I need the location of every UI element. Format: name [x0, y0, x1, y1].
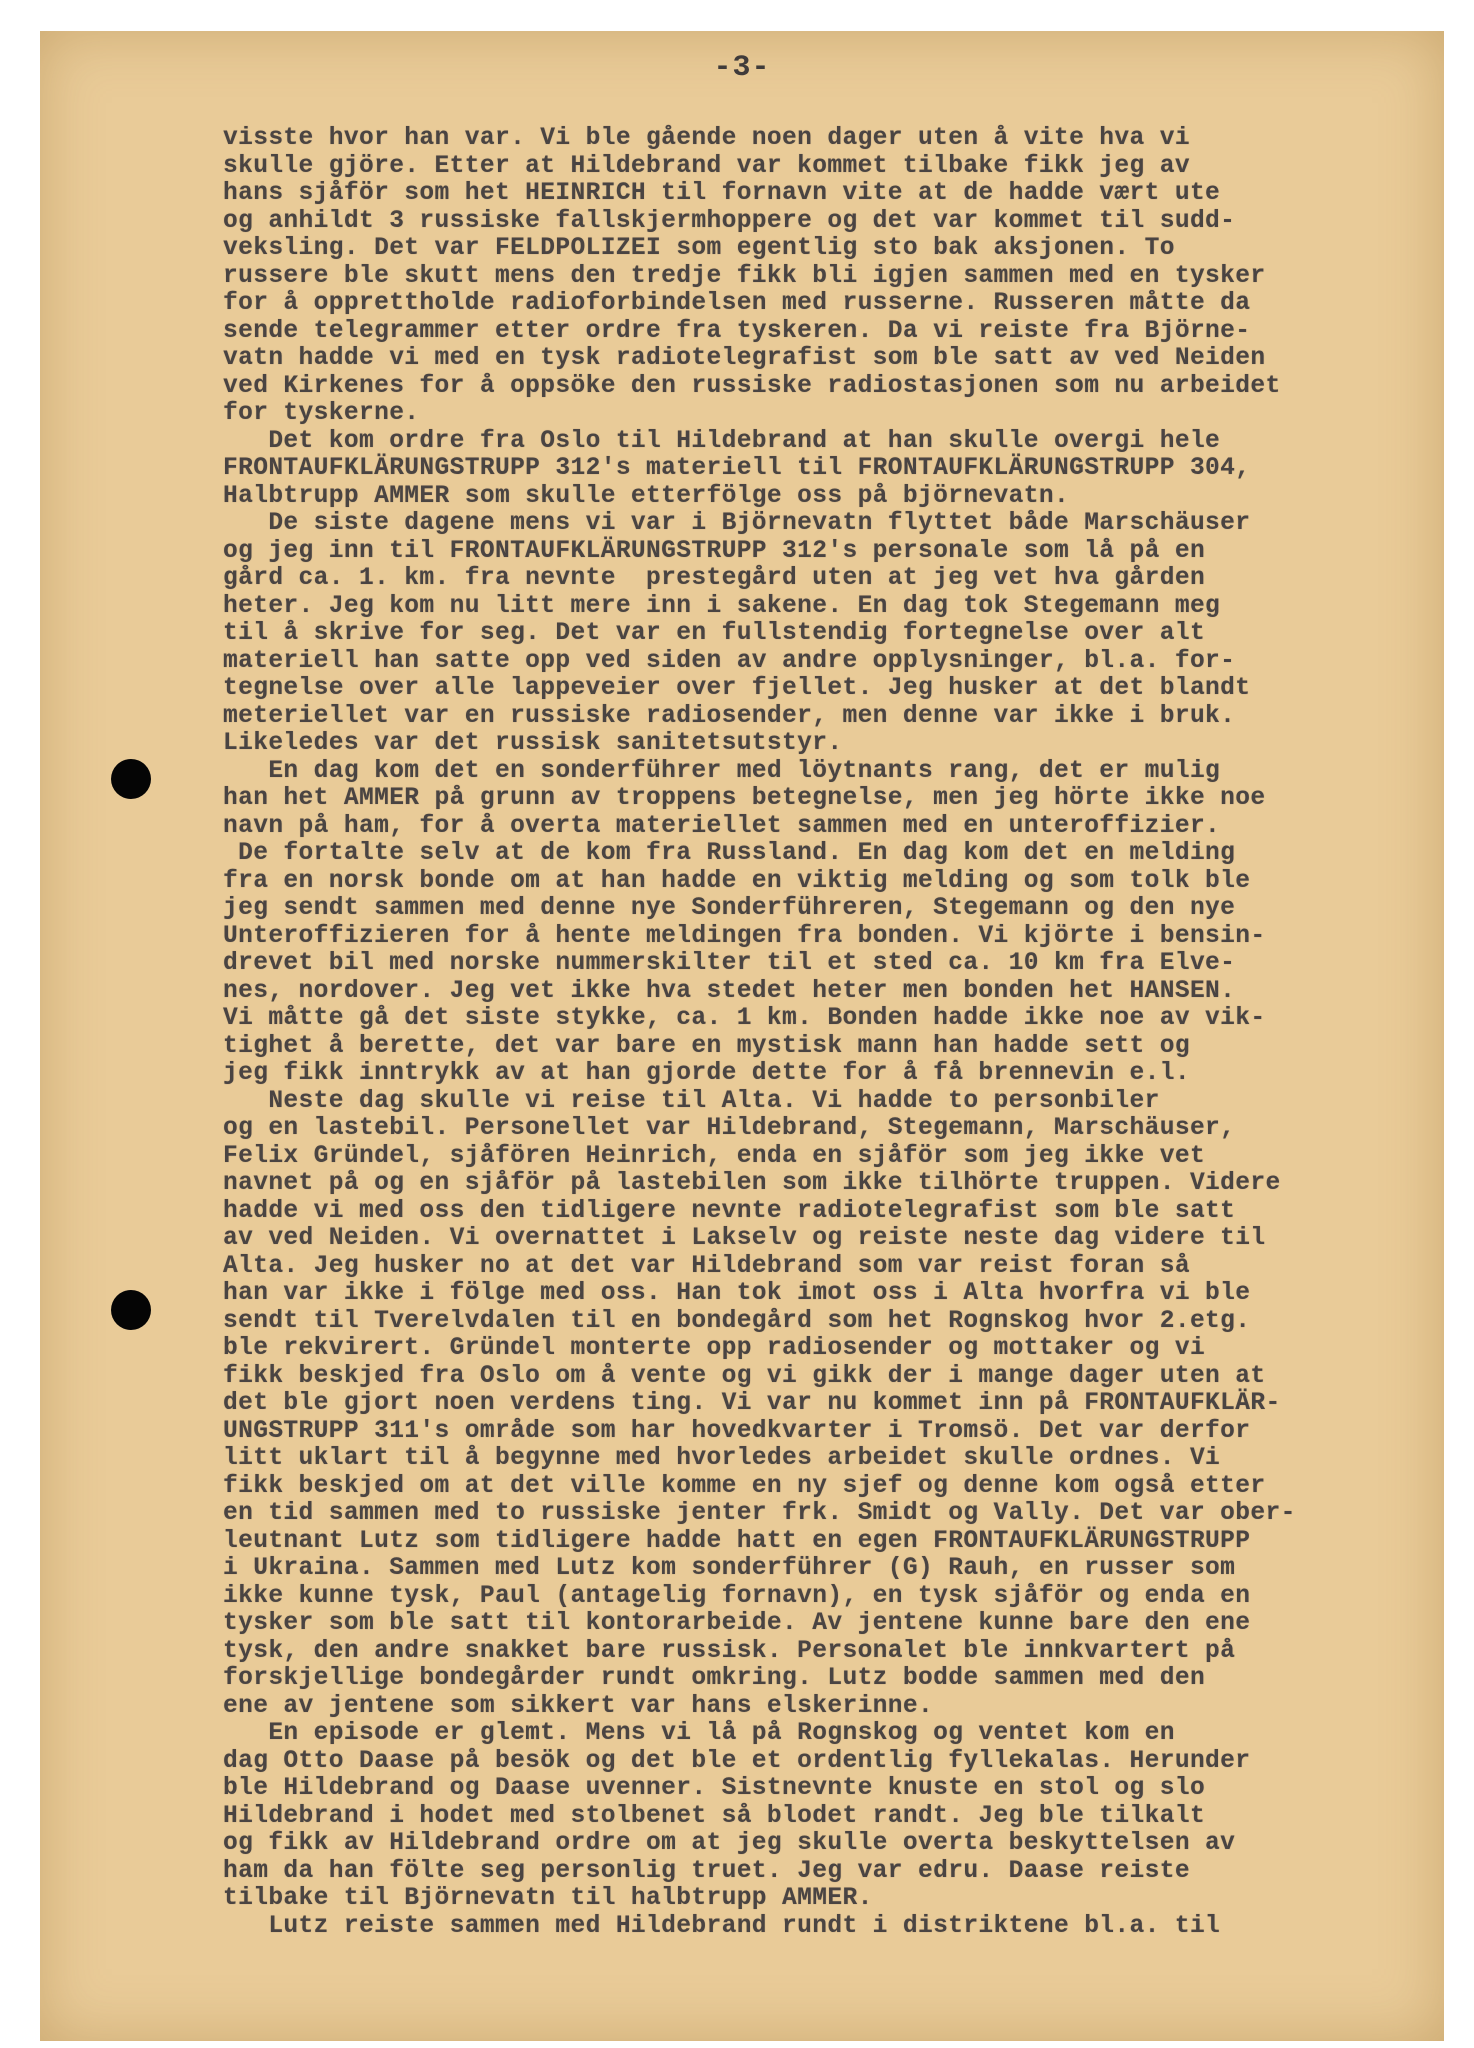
text-line: tegnelse over alle lappeveier over fjellet. Jeg husker at det blandt [223, 675, 1251, 702]
text-line: han het AMMER på grunn av troppens betegnelse, men jeg hörte ikke noe [223, 785, 1266, 812]
text-line: ved Kirkenes for å oppsöke den russiske radiostasjonen som nu arbeidet [223, 372, 1281, 400]
text-line: tysk, den andre snakket bare russisk. Personalet ble innkvartert på [223, 1637, 1236, 1665]
document-page [40, 31, 1444, 2041]
text-line: og anhildt 3 russiske fallskjermhoppere og det var kommet til sudd- [223, 207, 1236, 235]
text-line: Halbtrupp AMMER som skulle etterfölge oss på björnevatn. [223, 482, 1070, 510]
text-line: jeg fikk inntrykk av at han gjorde dette for å få brennevin e.l. [223, 1060, 1190, 1087]
text-line: En episode er glemt. Mens vi lå på Rognskog og ventet kom en [223, 1720, 1175, 1747]
text-line: i Ukraina. Sammen med Lutz kom sonderführer (G) Rauh, en russer som [223, 1555, 1236, 1582]
text-line: De fortalte selv at de kom fra Russland. En dag kom det en melding [223, 840, 1236, 867]
text-line: visste hvor han var. Vi ble gående noen dager uten å vite hva vi [223, 125, 1190, 152]
text-line: sende telegrammer etter ordre fra tyskeren. Da vi reiste fra Björne- [223, 317, 1251, 345]
text-line: navnet på og en sjåför på lastebilen som ikke tilhörte truppen. Videre [223, 1170, 1281, 1197]
text-line: gård ca. 1. km. fra nevnte prestegård uten at jeg vet hva gården [223, 565, 1206, 592]
text-line: det ble gjort noen verdens ting. Vi var nu kommet inn på FRONTAUFKLÄR- [223, 1390, 1281, 1417]
text-line: dag Otto Daase på besök og det ble et ordentlig fyllekalas. Herunder [223, 1747, 1251, 1775]
text-line: skulle gjöre. Etter at Hildebrand var kommet tilbake fikk jeg av [223, 152, 1190, 180]
text-line: til å skrive for seg. Det var en fullstendig fortegnelse over alt [223, 620, 1206, 647]
text-line: vatn hadde vi med en tysk radiotelegrafist som ble satt av ved Neiden [223, 345, 1266, 372]
text-line: Felix Gründel, sjåfören Heinrich, enda en sjåför som jeg ikke vet [223, 1142, 1206, 1170]
text-line: tilbake til Björnevatn til halbtrupp AMMER. [223, 1885, 873, 1912]
text-line: UNGSTRUPP 311's område som har hovedkvarter i Tromsö. Det var derfor [223, 1417, 1251, 1445]
text-line: tysker som ble satt til kontorarbeide. Av jentene kunne bare den ene [223, 1610, 1251, 1637]
text-line: ble Hildebrand og Daase uvenner. Sistnevnte knuste en stol og slo [223, 1775, 1206, 1802]
text-line: av ved Neiden. Vi overnattet i Lakselv og reiste neste dag videre til [223, 1225, 1266, 1252]
text-line: ham da han fölte seg personlig truet. Jeg var edru. Daase reiste [223, 1857, 1190, 1885]
text-line: og fikk av Hildebrand ordre om at jeg skulle overta beskyttelsen av [223, 1830, 1236, 1857]
text-line: En dag kom det en sonderführer med löytnants rang, det er mulig [223, 757, 1221, 785]
text-line: drevet bil med norske nummerskilter til et sted ca. 10 km fra Elve- [223, 950, 1236, 977]
text-line: hans sjåför som het HEINRICH til fornavn vite at de hadde vært ute [223, 180, 1221, 207]
text-line: Det kom ordre fra Oslo til Hildebrand at han skulle overgi hele [223, 427, 1221, 455]
text-line: heter. Jeg kom nu litt mere inn i sakene. En dag tok Stegemann meg [223, 592, 1221, 620]
text-line: sendt til Tverelvdalen til en bondegård som het Rognskog hvor 2.etg. [223, 1307, 1251, 1335]
text-line: forskjellige bondegårder rundt omkring. Lutz bodde sammen med den [223, 1665, 1206, 1692]
text-line: meteriellet var en russiske radiosender, men denne var ikke i bruk. [223, 702, 1236, 730]
text-line: hadde vi med oss den tidligere nevnte radiotelegrafist som ble satt [223, 1197, 1236, 1225]
text-line: jeg sendt sammen med denne nye Sonderführeren, Stegemann og den nye [223, 895, 1236, 922]
text-line: nes, nordover. Jeg vet ikke hva stedet heter men bonden het HANSEN. [223, 977, 1236, 1005]
text-line: Likeledes var det russisk sanitetsutstyr. [223, 730, 843, 757]
text-line: FRONTAUFKLÄRUNGSTRUPP 312's materiell til FRONTAUFKLÄRUNGSTRUPP 304, [223, 455, 1251, 482]
text-line: leutnant Lutz som tidligere hadde hatt en egen FRONTAUFKLÄRUNGSTRUPP [223, 1527, 1251, 1555]
text-line: Hildebrand i hodet med stolbenet så blodet randt. Jeg ble tilkalt [223, 1802, 1206, 1830]
typewritten-body [223, 125, 1423, 1940]
text-line: en tid sammen med to russiske jenter frk. Smidt og Vally. Det var ober- [223, 1500, 1296, 1527]
text-line: for tyskerne. [223, 400, 420, 427]
text-line: ene av jentene som sikkert var hans elskerinne. [223, 1692, 934, 1720]
text-line: han var ikke i fölge med oss. Han tok imot oss i Alta hvorfra vi ble [223, 1280, 1251, 1307]
punch-hole-lower [111, 1290, 151, 1330]
text-line: for å opprettholde radioforbindelsen med russerne. Russeren måtte da [223, 290, 1251, 317]
text-line: russere ble skutt mens den tredje fikk bli igjen sammen med en tysker [223, 262, 1266, 290]
text-line: fikk beskjed om at det ville komme en ny sjef og denne kom også etter [223, 1472, 1266, 1500]
text-line: og en lastebil. Personellet var Hildebrand, Stegemann, Marschäuser, [223, 1115, 1236, 1142]
text-line: fra en norsk bonde om at han hadde en viktig melding og som tolk ble [223, 867, 1251, 895]
text-line: tighet å berette, det var bare en mystisk mann han hadde sett og [223, 1032, 1190, 1060]
text-line: De siste dagene mens vi var i Björnevatn flyttet både Marschäuser [223, 510, 1251, 537]
text-line: ble rekvirert. Gründel monterte opp radiosender og mottaker og vi [223, 1335, 1206, 1362]
text-line: Lutz reiste sammen med Hildebrand rundt i distriktene bl.a. til [223, 1912, 1221, 1940]
text-line: navn på ham, for å overta materiellet sammen med en unteroffizier. [223, 812, 1221, 840]
text-line: Alta. Jeg husker no at det var Hildebrand som var reist foran så [223, 1252, 1190, 1280]
text-line: veksling. Det var FELDPOLIZEI som egentlig sto bak aksjonen. To [223, 235, 1175, 262]
page-number: -3- [713, 51, 771, 85]
text-line: og jeg inn til FRONTAUFKLÄRUNGSTRUPP 312's personale som lå på en [223, 537, 1206, 565]
text-line: Neste dag skulle vi reise til Alta. Vi hadde to personbiler [223, 1087, 1160, 1115]
text-line: Unteroffizieren for å hente meldingen fra bonden. Vi kjörte i bensin- [223, 922, 1266, 950]
text-line: litt uklart til å begynne med hvorledes arbeidet skulle ordnes. Vi [223, 1445, 1221, 1472]
punch-hole-upper [111, 759, 151, 799]
text-line: materiell han satte opp ved siden av andre opplysninger, bl.a. for- [223, 647, 1236, 675]
text-line: ikke kunne tysk, Paul (antagelig fornavn), en tysk sjåför og enda en [223, 1582, 1251, 1610]
text-line: Vi måtte gå det siste stykke, ca. 1 km. Bonden hadde ikke noe av vik- [223, 1005, 1266, 1032]
text-line: fikk beskjed fra Oslo om å vente og vi gikk der i mange dager uten at [223, 1362, 1266, 1390]
